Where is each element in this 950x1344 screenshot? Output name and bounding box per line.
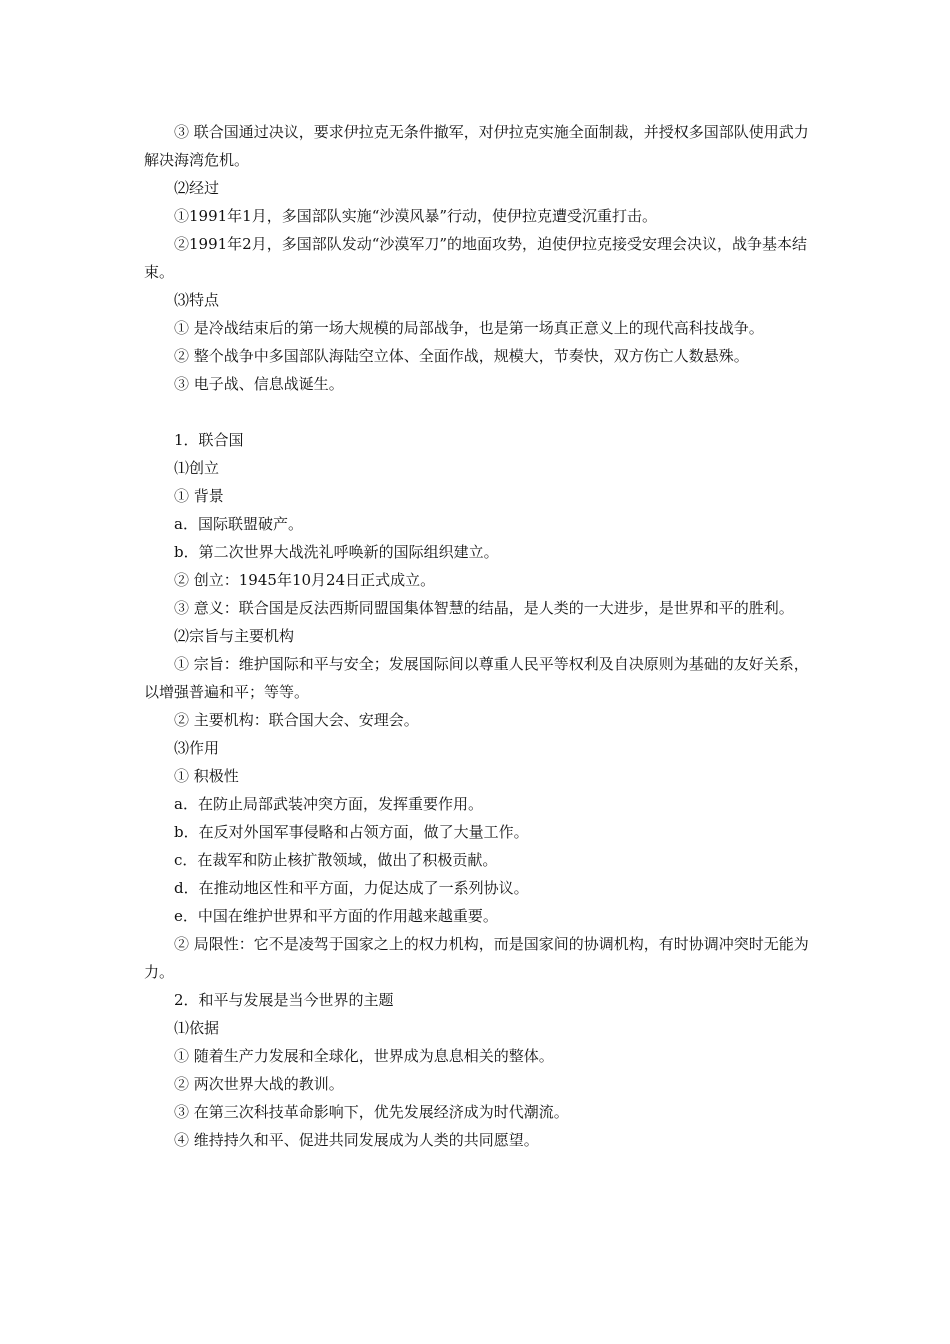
section-heading: 2．和平与发展是当今世界的主题 bbox=[174, 991, 394, 1009]
paragraph: ① 是冷战结束后的第一场大规模的局部战争，也是第一场真正意义上的现代高科技战争。 bbox=[174, 319, 764, 337]
subheading: ⑵经过 bbox=[174, 179, 220, 197]
list-item: d．在推动地区性和平方面，力促达成了一系列协议。 bbox=[174, 879, 529, 897]
list-item: b．第二次世界大战洗礼呼唤新的国际组织建立。 bbox=[174, 543, 499, 561]
subheading: ⑴依据 bbox=[174, 1019, 220, 1037]
section-gap bbox=[144, 398, 814, 426]
section-heading: 1．联合国 bbox=[174, 431, 244, 449]
paragraph: ③ 在第三次科技革命影响下，优先发展经济成为时代潮流。 bbox=[174, 1103, 569, 1121]
list-item: b．在反对外国军事侵略和占领方面，做了大量工作。 bbox=[174, 823, 529, 841]
paragraph: ② 创立：1945年10月24日正式成立。 bbox=[174, 571, 436, 589]
paragraph: ④ 维持持久和平、促进共同发展成为人类的共同愿望。 bbox=[174, 1131, 539, 1149]
paragraph: ① 背景 bbox=[174, 487, 224, 505]
paragraph: ② 整个战争中多国部队海陆空立体、全面作战，规模大，节奏快，双方伤亡人数悬殊。 bbox=[174, 347, 749, 365]
paragraph: ② 两次世界大战的教训。 bbox=[174, 1075, 344, 1093]
subheading: ⑵宗旨与主要机构 bbox=[174, 627, 295, 645]
subheading: ⑶作用 bbox=[174, 739, 220, 757]
paragraph: ① 宗旨：维护国际和平与安全；发展国际间以尊重人民平等权利及自决原则为基础的友好关系，以增强普遍和平；等等。 bbox=[144, 655, 809, 701]
list-item: e．中国在维护世界和平方面的作用越来越重要。 bbox=[174, 907, 498, 925]
paragraph: ①1991年1月，多国部队实施“沙漠风暴”行动，使伊拉克遭受沉重打击。 bbox=[174, 207, 658, 225]
subheading: ⑶特点 bbox=[174, 291, 220, 309]
subheading: ⑴创立 bbox=[174, 459, 220, 477]
paragraph: ② 局限性：它不是凌驾于国家之上的权力机构，而是国家间的协调机构，有时协调冲突时无能为力。 bbox=[144, 935, 809, 981]
paragraph: ① 积极性 bbox=[174, 767, 239, 785]
paragraph: ②1991年2月，多国部队发动“沙漠军刀”的地面攻势，迫使伊拉克接受安理会决议，战争基本结束。 bbox=[144, 235, 808, 281]
document-body bbox=[144, 118, 814, 1154]
paragraph: ② 主要机构：联合国大会、安理会。 bbox=[174, 711, 419, 729]
paragraph: ① 随着生产力发展和全球化，世界成为息息相关的整体。 bbox=[174, 1047, 554, 1065]
paragraph: ③ 意义：联合国是反法西斯同盟国集体智慧的结晶，是人类的一大进步，是世界和平的胜利。 bbox=[174, 599, 794, 617]
paragraph: ③ 联合国通过决议，要求伊拉克无条件撤军，对伊拉克实施全面制裁，并授权多国部队使用武力解决海湾危机。 bbox=[144, 123, 809, 169]
paragraph: ③ 电子战、信息战诞生。 bbox=[174, 375, 344, 393]
list-item: a．国际联盟破产。 bbox=[174, 515, 303, 533]
list-item: c．在裁军和防止核扩散领域，做出了积极贡献。 bbox=[174, 851, 498, 869]
list-item: a．在防止局部武装冲突方面，发挥重要作用。 bbox=[174, 795, 483, 813]
